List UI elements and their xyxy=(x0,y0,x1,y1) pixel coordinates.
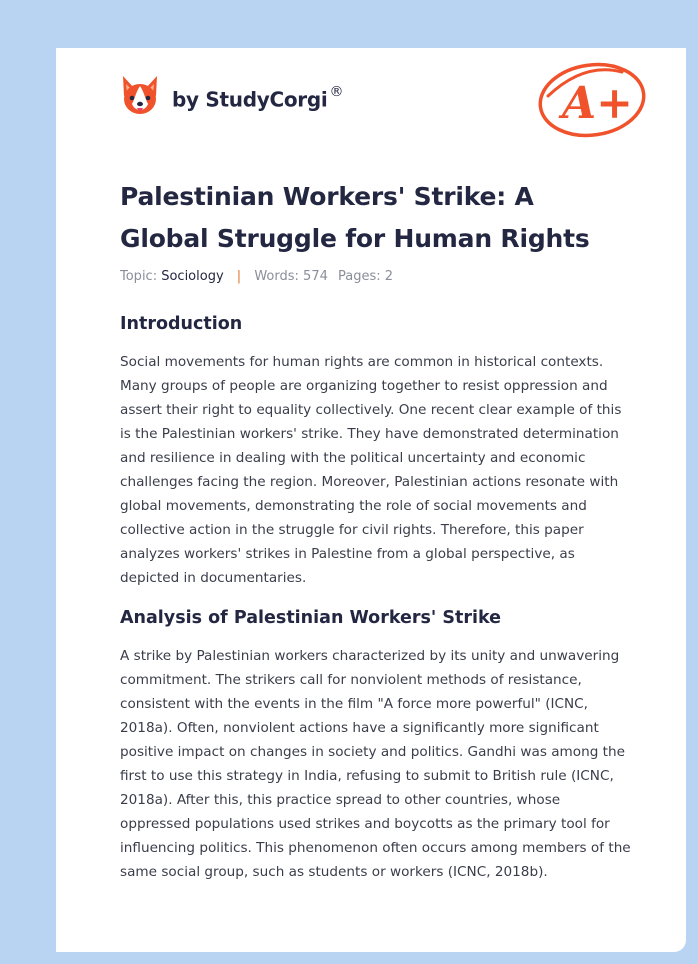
section-heading-introduction: Introduction xyxy=(120,314,243,334)
pages-count: 2 xyxy=(384,269,394,284)
brand-name: by StudyCorgi ® xyxy=(172,83,344,112)
section-text-introduction: Social movements for human rights are common in historical contexts. Many groups of people are organizing together to resist oppression and assert their right to equality collectively. One recent clear example of this is the Palestinian workers' strike. They have demonstrated determination and resilience in dealing with the political uncertainty and economic challenges facing the region. Moreover, Palestinian actions resonate with global movements, demonstrating the role of social movements and collective action in the struggle for civil rights. Therefore, this paper analyzes workers' strikes in Palestine from a global perspective, as depicted in documentaries. xyxy=(120,354,622,586)
words-count: 574 xyxy=(303,269,328,284)
page-title: Palestinian Workers' Strike: A Global Struggle for Human Rights xyxy=(120,182,590,253)
brand-logo[interactable] xyxy=(120,74,343,118)
grade-text: A+ xyxy=(562,78,634,129)
a-plus-stamp-icon xyxy=(536,56,652,140)
document-page xyxy=(56,48,686,952)
corgi-icon xyxy=(120,74,160,118)
words-label: Words: xyxy=(254,269,299,284)
topic-link[interactable]: Sociology xyxy=(161,269,224,284)
section-heading-analysis: Analysis of Palestinian Workers' Strike xyxy=(120,608,502,628)
grade-stamp xyxy=(536,56,652,144)
document-meta xyxy=(120,269,393,284)
topic-label: Topic: xyxy=(120,269,158,284)
pages-label: Pages: xyxy=(338,269,381,284)
section-text-analysis: A strike by Palestinian workers characterized by its unity and unwavering commitment. The strikers call for nonviolent methods of resistance, consistent with the events in the film "A force more powerful" (ICNC, 2018a). Often, nonviolent actions have a significantly more significant positive impact on changes in society and politics. Gandhi was among the first to use this strategy in India, refusing to submit to British rule (ICNC, 2018a). After this, this practice spread to other countries, whose oppressed populations used strikes and boycotts as the primary tool for influencing politics. This phenomenon often occurs among members of the same social group, such as students or workers (ICNC, 2018b). xyxy=(120,648,631,880)
meta-separator: | xyxy=(236,269,242,284)
